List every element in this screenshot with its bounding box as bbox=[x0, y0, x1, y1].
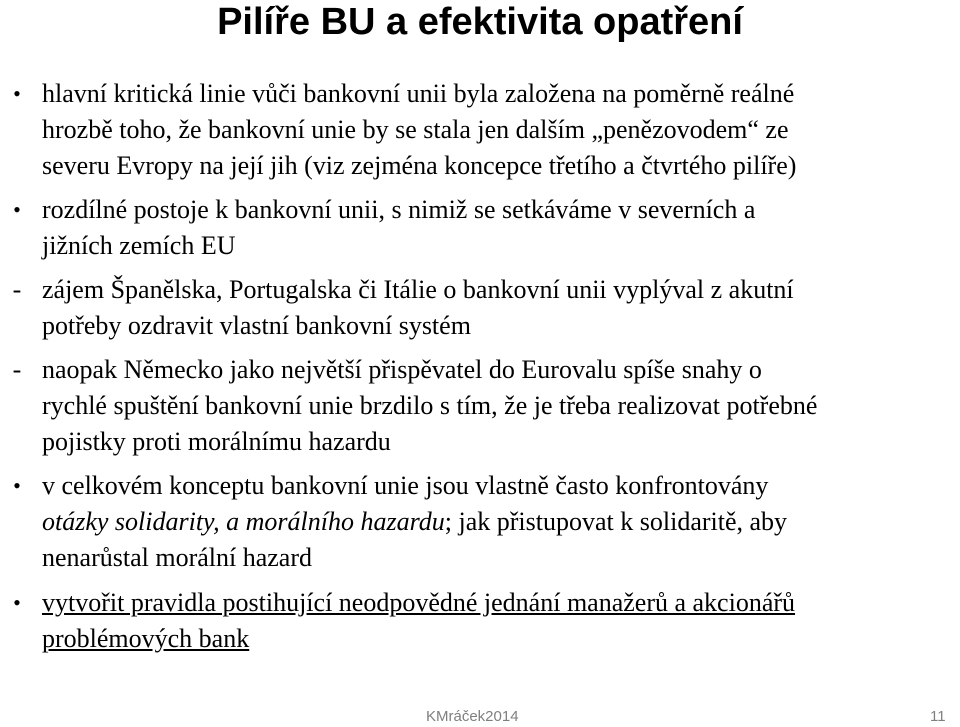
item-line: pojistky proti morálnímu hazardu bbox=[42, 427, 391, 456]
dash-marker: - bbox=[12, 355, 22, 384]
bullet-item bbox=[13, 585, 942, 657]
item-line: zájem Španělska, Portugalska či Itálie o bankovní unii vyplýval z akutní bbox=[42, 275, 794, 304]
page-number: 11 bbox=[930, 708, 946, 725]
item-line: nenarůstal morální hazard bbox=[42, 543, 312, 572]
item-line: v celkovém konceptu bankovní unie jsou vlastně často konfrontovány bbox=[42, 471, 769, 500]
footer-author: KMráček2014 bbox=[426, 708, 519, 725]
item-line: severu Evropy na její jih (viz zejména koncepce třetího a čtvrtého pilíře) bbox=[42, 151, 797, 180]
item-line: jižních zemích EU bbox=[42, 231, 236, 260]
bullet-marker: • bbox=[13, 473, 21, 498]
item-line: potřeby ozdravit vlastní bankovní systém bbox=[42, 311, 471, 340]
item-line: problémových bank bbox=[42, 624, 250, 653]
item-line: hlavní kritická linie vůči bankovní unii byla založena na poměrně reálné bbox=[42, 79, 795, 108]
dash-item bbox=[12, 272, 942, 344]
item-line: rychlé spuštění bankovní unie brzdilo s tím, že je třeba realizovat potřebné bbox=[42, 391, 818, 420]
item-line: hrozbě toho, že bankovní unie by se stala jen dalším „penězovodem“ ze bbox=[42, 115, 789, 144]
item-line: rozdílné postoje k bankovní unii, s nimiž se setkáváme v severních a bbox=[42, 195, 756, 224]
bullet-marker: • bbox=[13, 590, 21, 615]
item-line bbox=[42, 504, 942, 540]
bullet-item bbox=[13, 192, 942, 264]
item-line: naopak Německo jako největší přispěvatel do Eurovalu spíše snahy o bbox=[42, 355, 762, 384]
italic-phrase: otázky solidarity, a morálního hazardu bbox=[42, 507, 445, 536]
bullet-marker: • bbox=[13, 81, 21, 106]
item-line: vytvořit pravidla postihující neodpovědné jednání manažerů a akcionářů bbox=[42, 588, 796, 617]
item-text: ; jak přistupovat k solidaritě, aby bbox=[444, 507, 788, 536]
page-title: Pilíře BU a efektivita opatření bbox=[217, 1, 743, 43]
bullet-item bbox=[13, 468, 942, 576]
bullet-item bbox=[13, 76, 942, 184]
bullet-marker: • bbox=[13, 197, 21, 222]
dash-marker: - bbox=[12, 275, 22, 304]
dash-item bbox=[12, 352, 942, 460]
